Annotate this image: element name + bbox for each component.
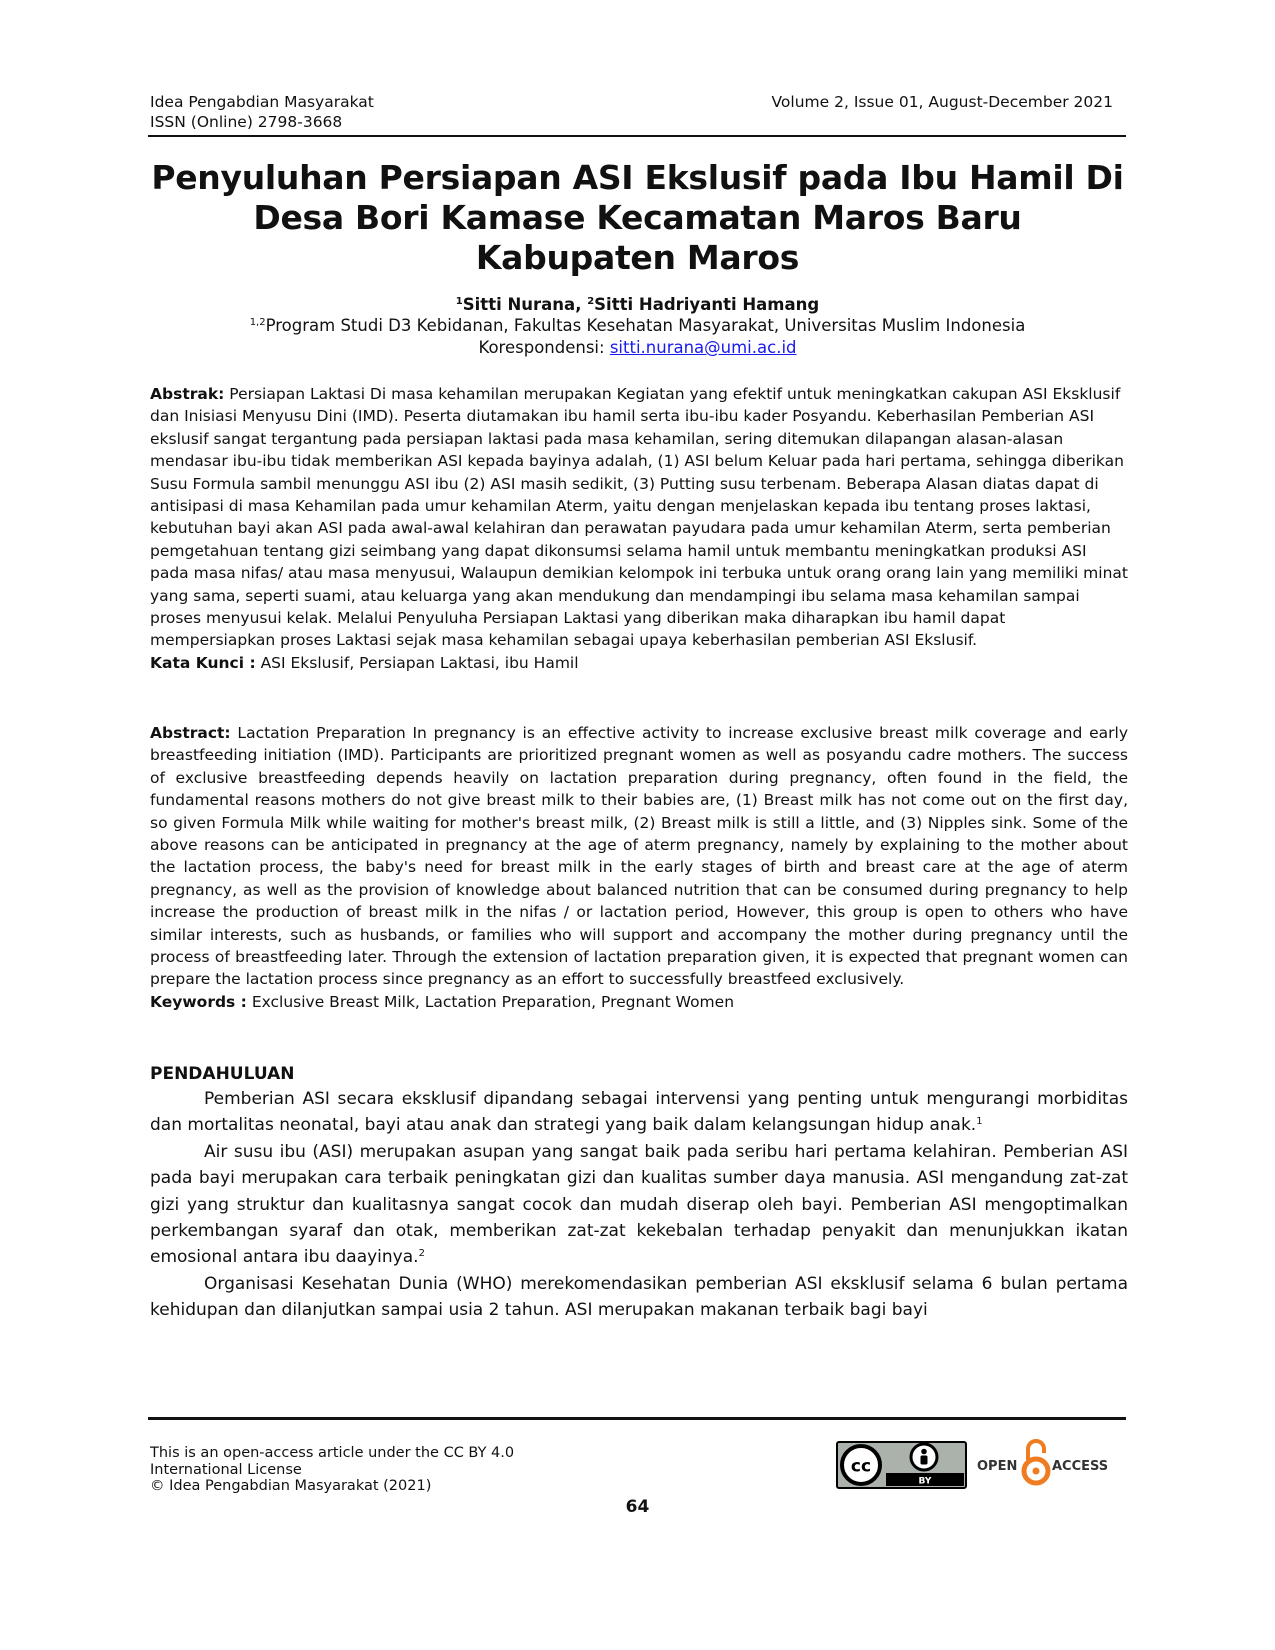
kata-kunci-text: ASI Ekslusif, Persiapan Laktasi, ibu Hamil bbox=[255, 653, 579, 672]
copyright-line: © Idea Pengabdian Masyarakat (2021) bbox=[150, 1478, 432, 1494]
access-label: ACCESS bbox=[1052, 1459, 1109, 1474]
abstract-block bbox=[150, 722, 1128, 1013]
kata-kunci-label: Kata Kunci : bbox=[150, 653, 256, 672]
section-heading: PENDAHULUAN bbox=[150, 1064, 295, 1084]
abstract-paragraph bbox=[150, 722, 1128, 991]
section-body bbox=[150, 1086, 1128, 1324]
license-line-2: International License bbox=[150, 1461, 302, 1478]
person-body-shape bbox=[921, 1456, 928, 1465]
abstract-text: Lactation Preparation In pregnancy is an effective activity to increase exclusive breast milk coverage and early breastfeeding initiation (IMD). Participants are prioritized pregnant women as well as posyandu cadre mothers. The success of exclusive breastfeeding depends heavily on lactation preparation during pregnancy, often found in the field, the fundamental reasons mothers do not give breast milk to their babies are, (1) Breast milk has not come out on the first day, so given Formula Milk while waiting for mother's breast milk, (2) Breast milk is still a little, and (3) Nipples sink. Some of the above reasons can be anticipated in pregnancy at the age of aterm pregnancy, namely by explaining to the mother about the lactation process, the baby's need for breast milk in the early stages of birth and breast care at the age of aterm pregnancy, as well as the provision of knowledge about balanced nutrition that can be consumed during pregnancy to help increase the production of breast milk in the nifas / or lactation period, However, this group is open to others who have similar interests, such as husbands, or families who will support and accompany the mother during pregnancy until the process of breastfeeding later. Through the extension of lactation preparation given, it is expected that pregnant women can prepare the lactation process since pregnancy as an effort to successfully breastfeed exclusively. bbox=[150, 724, 1128, 989]
paragraph-2-text: Air susu ibu (ASI) merupakan asupan yang sangat baik pada seribu hari pertama kelahiran. Pemberian ASI pada bayi merupakan cara terbaik peningkatan gizi dan kualitas sumber daya manusia. ASI mengandung zat-zat gizi yang struktur dan kualitasnya sangat cocok dan mudah diserap oleh bayi. Pemberian ASI mengoptimalkan perkembangan syaraf dan otak, memberikan zat-zat kekebalan terhadap penyakit dan menunjukkan ikatan emosional antara ibu daayinya. bbox=[150, 1141, 1128, 1268]
affiliation-superscript: 1,2 bbox=[249, 317, 266, 328]
keywords bbox=[150, 991, 1128, 1013]
header-divider bbox=[148, 135, 1126, 137]
article-title: Penyuluhan Persiapan ASI Ekslusif pada Ibu Hamil Di Desa Bori Kamase Kecamatan Maros Baru Kabupaten Maros bbox=[151, 158, 1124, 277]
page-number: 64 bbox=[625, 1497, 650, 1517]
correspondence-email-link[interactable]: sitti.nurana@umi.ac.id bbox=[609, 338, 797, 357]
keywords-text: Exclusive Breast Milk, Lactation Preparation, Pregnant Women bbox=[246, 992, 735, 1011]
abstrak-paragraph bbox=[150, 383, 1128, 652]
cc-by-license-badge[interactable] bbox=[836, 1441, 967, 1489]
by-label: BY bbox=[918, 1476, 932, 1487]
keywords-label: Keywords : bbox=[150, 992, 247, 1011]
running-header-left bbox=[150, 92, 374, 132]
open-access-badge bbox=[977, 1436, 1115, 1492]
correspondence-label: Korespondensi: bbox=[478, 338, 610, 357]
lock-keyhole-dot bbox=[1033, 1468, 1040, 1475]
author1-name: Sitti Nurana, bbox=[462, 295, 588, 314]
body-paragraph bbox=[150, 1086, 1128, 1139]
body-paragraph bbox=[150, 1139, 1128, 1271]
journal-name: Idea Pengabdian Masyarakat bbox=[150, 93, 374, 111]
body-paragraph bbox=[150, 1271, 1128, 1324]
reference-marker-1: 1 bbox=[976, 1116, 983, 1128]
affiliation bbox=[150, 316, 1125, 336]
cc-symbol-text: cc bbox=[850, 1456, 872, 1477]
abstrak-text: Persiapan Laktasi Di masa kehamilan merupakan Kegiatan yang efektif untuk meningkatkan cakupan ASI Eksklusif dan Inisiasi Menyusu Dini (IMD). Peserta diutamakan ibu hamil serta ibu-ibu kader Posyandu. Keberhasilan Pemberian ASI ekslusif sangat tergantung pada persiapan laktasi pada masa kehamilan, sering ditemukan dilapangan alasan-alasan mendasar ibu-ibu tidak memberikan ASI kepada bayinya adalah, (1) ASI belum Keluar pada hari pertama, sehingga diberikan Susu Formula sambil menunggu ASI ibu (2) ASI masih sedikit, (3) Putting susu terbenam. Beberapa Alasan diatas dapat di antisipasi di masa Kehamilan pada umur kehamilan Aterm, yaitu dengan menjelaskan kepada ibu tentang proses laktasi, kebutuhan bayi akan ASI pada awal-awal kelahiran dan perawatan payudara pada umur kehamilan Aterm, serta pemberian pemgetahuan tentang gizi seimbang yang dapat dikonsumsi selama hamil untuk membantu meningkatkan produksi ASI pada masa nifas/ atau masa menyusui, Walaupun demikian kelompok ini terbuka untuk orang orang lain yang memiliki minat yang sama, seperti suami, atau keluarga yang akan mendukung dan mendampingi ibu selama masa kehamilan sampai proses menyusui kelak. Melalui Penyuluha Persiapan Laktasi yang diberikan maka diharapkan ibu hamil dapat mempersiapkan proses Laktasi sejak masa kehamilan sebagai upaya keberhasilan pemberian ASI Ekslusif. bbox=[150, 385, 1128, 650]
paragraph-1-text: Pemberian ASI secara eksklusif dipandang sebagai intervensi yang penting untuk mengurangi morbiditas dan mortalitas neonatal, bayi atau anak dan strategi yang baik dalam kelangsungan hidup anak. bbox=[150, 1089, 1128, 1136]
reference-marker-2: 2 bbox=[418, 1248, 425, 1260]
author2-name: Sitti Hadriyanti Hamang bbox=[594, 295, 820, 314]
license-line-1: This is an open-access article under the CC BY 4.0 bbox=[150, 1445, 515, 1461]
abstract-label: Abstract: bbox=[150, 724, 231, 742]
abstrak-block bbox=[150, 383, 1128, 674]
person-head-shape bbox=[921, 1449, 927, 1455]
author2-superscript: 2 bbox=[587, 296, 595, 307]
author-line bbox=[150, 295, 1125, 315]
abstrak-label: Abstrak: bbox=[150, 385, 225, 403]
paragraph-3-text: Organisasi Kesehatan Dunia (WHO) merekomendasikan pemberian ASI eksklusif selama 6 bulan pertama kehidupan dan dilanjutkan sampai usia 2 tahun. ASI merupakan makanan terbaik bagi bayi bbox=[150, 1273, 1128, 1321]
footer-divider bbox=[148, 1417, 1126, 1420]
author1-superscript: 1 bbox=[455, 296, 463, 307]
kata-kunci bbox=[150, 652, 1128, 674]
open-label: OPEN bbox=[977, 1459, 1018, 1474]
affiliation-text: Program Studi D3 Kebidanan, Fakultas Kesehatan Masyarakat, Universitas Muslim Indonesia bbox=[265, 316, 1026, 335]
correspondence bbox=[150, 338, 1125, 358]
journal-issn: ISSN (Online) 2798-3668 bbox=[150, 113, 343, 131]
journal-volume: Volume 2, Issue 01, August-December 2021 bbox=[771, 93, 1113, 111]
license-notice bbox=[150, 1445, 570, 1495]
